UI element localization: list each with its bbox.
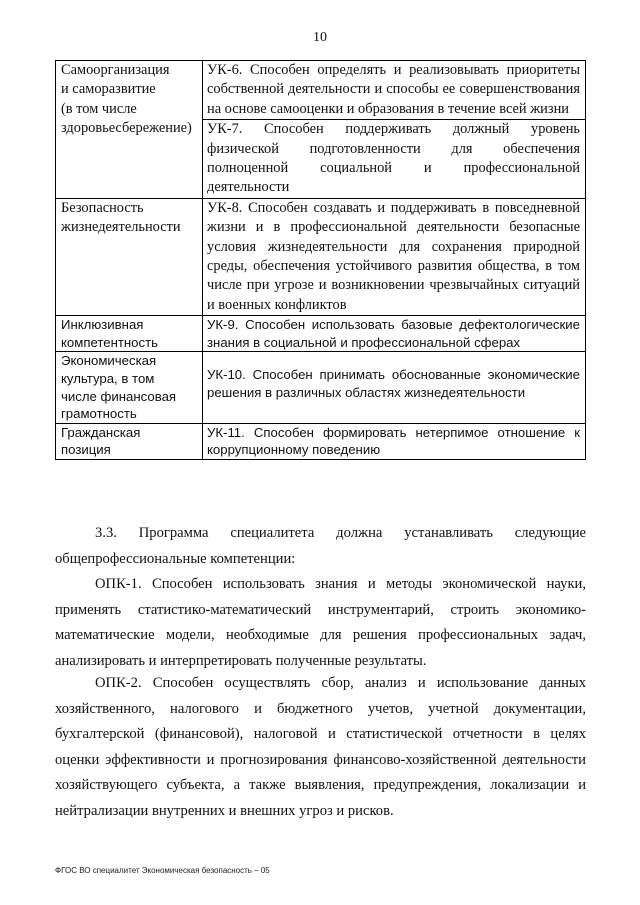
opk1-paragraph: [55, 572, 586, 674]
group-line: здоровьесбережение): [61, 120, 192, 137]
competency-text: УК-9. Способен использовать базовые дефектологические знания в социальной и профессиональной сферах: [207, 317, 580, 350]
page-footer: ФГОС ВО специалитет Экономическая безопасность – 05: [55, 866, 270, 875]
table-row: [56, 198, 586, 315]
competency-cell: [203, 61, 586, 199]
competency-group-cell: [56, 61, 203, 199]
table-row: [56, 352, 586, 423]
competency-group-cell: [56, 423, 203, 459]
competency-group-cell: [56, 198, 203, 315]
competency-group-cell: [56, 352, 203, 423]
group-line: компетентность: [61, 334, 159, 350]
group-line: и саморазвитие: [61, 81, 156, 98]
competency-text: УК-6. Способен определять и реализовывать приоритеты собственной деятельности и способы ее совершенствования на основе самооценки и образования в течение всей жизни: [207, 62, 580, 117]
table-row: [56, 61, 586, 199]
competency-text: УК-8. Способен создавать и поддерживать в повседневной жизни и в профессиональной деятельности безопасные условия жизнедеятельности для сохранения природной среды, обеспечения устойчивого развития общества, в том числе при угрозе и возникновении чрезвычайных ситуаций и военных конфликтов: [207, 199, 580, 313]
group-line: Гражданская: [61, 424, 141, 440]
group-line: Самоорганизация: [61, 62, 170, 78]
group-line: Экономическая: [61, 353, 157, 369]
competency-group-cell: [56, 316, 203, 352]
competency-text: УК-11. Способен формировать нетерпимое отношение к коррупционному поведению: [207, 424, 580, 458]
group-line: жизнедеятельности: [61, 219, 181, 236]
competency-cell: [203, 423, 586, 459]
competency-text: УК-10. Способен принимать обоснованные экономические решения в различных областях жизнедеятельности: [207, 367, 580, 401]
group-line: грамотность: [61, 406, 137, 422]
page-number: 10: [313, 30, 327, 45]
competency-cell: [203, 352, 586, 423]
section-paragraph: [55, 521, 586, 572]
paragraph-text: 3.3. Программа специалитета должна устанавливать следующие общепрофессиональные компетенции:: [55, 525, 586, 567]
group-line: культура, в том: [61, 371, 155, 387]
competency-text: УК-7. Способен поддерживать должный уровень физической подготовленности для обеспечения полноценной социальной и профессиональной деятельности: [203, 119, 585, 198]
group-line: Инклюзивная: [61, 317, 144, 333]
group-line: Безопасность: [61, 199, 144, 216]
table-row: [56, 423, 586, 459]
group-line: позиция: [61, 442, 111, 458]
group-line: (в том числе: [61, 100, 137, 117]
table-row: [56, 316, 586, 352]
competencies-table: [55, 60, 586, 460]
paragraph-text: ОПК-2. Способен осуществлять сбор, анализ и использование данных хозяйственного, налогового и бюджетного учетов, учетной документации, бухгалтерской (финансовой), налоговой и статистической отчетности в целях оценки эффективности и прогнозирования финансово-хозяйственной деятельности хозяйствующего субъекта, а также выявления, предупреждения, локализации и нейтрализации внутренних и внешних угроз и рисков.: [55, 675, 586, 819]
group-line: числе финансовая: [61, 388, 177, 404]
paragraph-text: ОПК-1. Способен использовать знания и методы экономической науки, применять статистико-математический инструментарий, строить экономико-математические модели, необходимые для решения профессиональных задач, анализировать и интерпретировать полученные результаты.: [55, 576, 586, 669]
competency-cell: [203, 198, 586, 315]
competency-cell: [203, 316, 586, 352]
opk2-paragraph: [55, 671, 586, 825]
